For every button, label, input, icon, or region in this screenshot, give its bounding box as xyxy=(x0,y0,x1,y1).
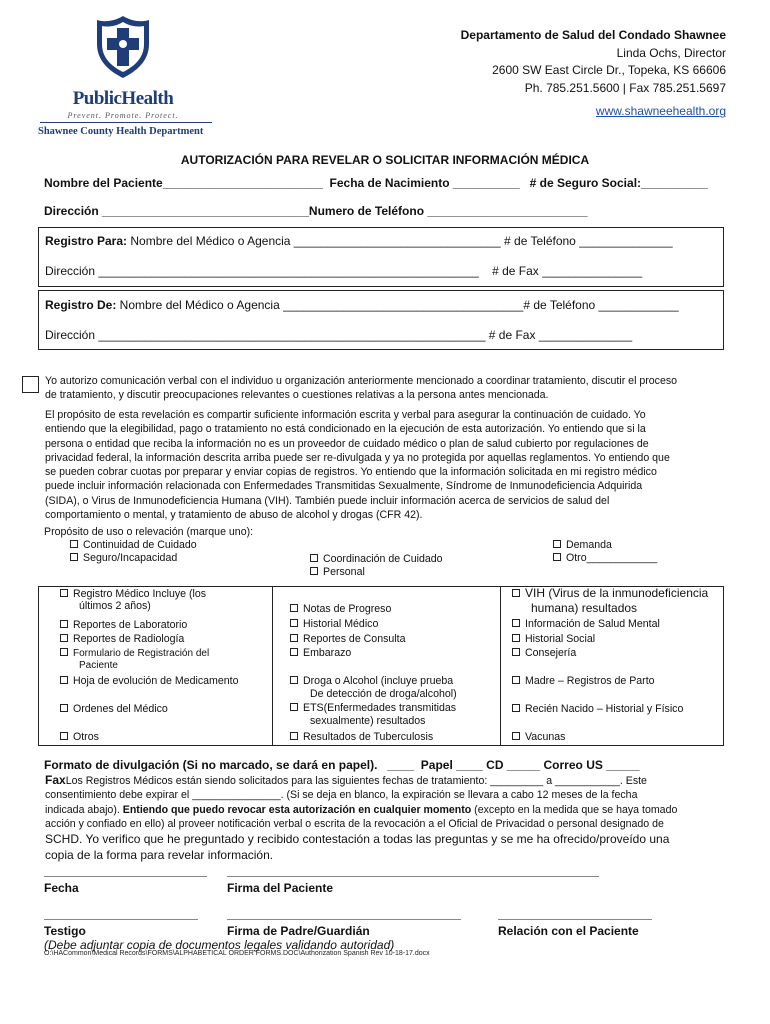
record-vacunas[interactable] xyxy=(512,731,565,744)
verbal-line-1: Yo autorizo comunicación verbal con el individuo u organización anteriormente mencionado a coordinar tratamiento, discutir el proceso xyxy=(45,375,678,387)
record-label: Vacunas xyxy=(525,731,566,743)
consent-text: (excepto en la medida que se haya tomado xyxy=(471,803,678,816)
checkbox[interactable] xyxy=(60,589,68,597)
checkbox[interactable] xyxy=(512,589,520,597)
record-label: Reportes de Radiología xyxy=(73,633,185,645)
phone-fax: Ph. 785.251.5600 | Fax 785.251.5697 xyxy=(524,80,726,95)
grid-divider xyxy=(500,586,501,746)
checkbox[interactable] xyxy=(553,540,561,548)
record-label-cont: humana) resultados xyxy=(531,601,638,615)
record-label-cont: Paciente xyxy=(79,660,118,671)
form-title: AUTORIZACIÓN PARA REVELAR O SOLICITAR INFORMACIÓN MÉDICA xyxy=(180,153,590,167)
address: 2600 SW East Circle Dr., Topeka, KS 66606 xyxy=(492,63,726,78)
record-otros[interactable] xyxy=(60,731,99,744)
logo-department: Shawnee County Health Department xyxy=(38,126,204,137)
record-madre[interactable] xyxy=(512,675,655,688)
record-notas[interactable] xyxy=(290,603,391,616)
relacion-label: Relación con el Paciente xyxy=(498,924,639,938)
fecha-label: Fecha xyxy=(44,881,79,895)
consent-line: SCHD. Yo verifico que he preguntado y recibido contestación a todas las preguntas y se me ha ofrecido/proveído una xyxy=(45,832,670,847)
registro-de-fields: Nombre del Médico o Agencia ____________________________________# de Teléfono ____________ xyxy=(116,298,679,312)
checkbox[interactable] xyxy=(290,604,298,612)
record-label: Información de Salud Mental xyxy=(525,618,660,630)
checkbox[interactable] xyxy=(553,553,561,561)
checkbox[interactable] xyxy=(60,732,68,740)
purpose-continuidad[interactable] xyxy=(70,539,197,552)
purpose-paragraph-line: puede incluir información relacionada con Enfermedades Transmitidas Sexualmente, Síndrome de Inmunodeficiencia Adquirida xyxy=(45,480,643,493)
purpose-paragraph-line: entiendo que la elegibilidad, pago o tratamiento no está condicionado en la ejecución de esta autorización. Yo entiendo que si la xyxy=(45,423,646,436)
checkbox[interactable] xyxy=(310,567,318,575)
record-registro-medico[interactable] xyxy=(60,588,206,601)
checkbox[interactable] xyxy=(60,634,68,642)
checkbox[interactable] xyxy=(60,620,68,628)
record-ets[interactable] xyxy=(290,702,456,715)
checkbox[interactable] xyxy=(70,553,78,561)
purpose-paragraph-line: (SIDA), o Virus de Inmunodeficiencia Humana (VIH). También puede incluir información acerca de servicios de salud del xyxy=(45,494,610,507)
checkbox[interactable] xyxy=(60,676,68,684)
checkbox[interactable] xyxy=(290,619,298,627)
checkbox[interactable] xyxy=(290,648,298,656)
record-consulta[interactable] xyxy=(290,633,405,646)
record-label: Otros xyxy=(73,731,99,743)
firma-padre-line[interactable] xyxy=(227,919,461,920)
record-tuberculosis[interactable] xyxy=(290,731,433,744)
purpose-paragraph xyxy=(45,408,730,522)
logo-tagline: Prevent. Promote. Protect. xyxy=(67,111,179,120)
consent-line: Los Registros Médicos están siendo solicitados para las siguientes fechas de tratamiento: _________ a ___________. Este xyxy=(65,775,647,787)
checkbox[interactable] xyxy=(512,619,520,627)
patient-row-2: Dirección _______________________________Numero de Teléfono ________________________ xyxy=(44,204,588,218)
record-label: Registro Médico Incluye (los xyxy=(73,588,207,600)
checkbox[interactable] xyxy=(290,732,298,740)
record-label: Droga o Alcohol (incluye prueba xyxy=(303,675,454,687)
consent-text: indicada abajo). xyxy=(45,803,123,816)
record-label: Reportes de Laboratorio xyxy=(73,619,188,631)
org-name: Departamento de Salud del Condado Shawnee xyxy=(460,28,726,42)
record-recien-nacido[interactable] xyxy=(512,703,683,716)
purpose-continuidad-label: Continuidad de Cuidado xyxy=(83,539,197,551)
purpose-personal-label: Personal xyxy=(323,566,365,578)
checkbox[interactable] xyxy=(310,554,318,562)
record-label-cont: sexualmente) resultados xyxy=(310,715,426,727)
purpose-coordinacion-label: Coordinación de Cuidado xyxy=(323,553,443,565)
purpose-paragraph-line: persona o entidad que reciba la información no es un proveedor de cuidado médico o plan de salud cubierto por regulaciones de xyxy=(45,437,649,450)
purpose-personal[interactable] xyxy=(310,566,365,579)
checkbox[interactable] xyxy=(512,732,520,740)
fecha-line[interactable] xyxy=(44,876,207,877)
checkbox[interactable] xyxy=(512,704,520,712)
testigo-label: Testigo xyxy=(44,924,86,938)
registro-para-line-1 xyxy=(45,234,673,248)
record-consejeria[interactable] xyxy=(512,647,576,660)
checkbox[interactable] xyxy=(290,703,298,711)
registro-de-line-2: Dirección __________________________________________________________ # de Fax ______________ xyxy=(45,328,633,342)
firma-paciente-label: Firma del Paciente xyxy=(227,881,334,895)
record-droga[interactable] xyxy=(290,675,453,688)
purpose-otro[interactable] xyxy=(553,552,657,565)
org-block xyxy=(461,27,726,121)
purpose-paragraph-line: El propósito de esta revelación es compartir suficiente información escrita y verbal para asegurar la continuación de cuidado. Yo xyxy=(45,409,646,421)
shield-cross-icon xyxy=(95,14,151,80)
checkbox[interactable] xyxy=(60,648,68,656)
record-ordenes[interactable] xyxy=(60,703,168,716)
record-label: Recién Nacido – Historial y Físico xyxy=(525,703,684,715)
verbal-line-2: de tratamiento, y discutir preocupaciones relevantes o cuestiones relativas a la persona antes mencionada. xyxy=(45,389,549,402)
record-label: ETS(Enfermedades transmitidas xyxy=(303,702,457,714)
checkbox[interactable] xyxy=(512,676,520,684)
record-laboratorio[interactable] xyxy=(60,619,187,632)
purpose-demanda[interactable] xyxy=(553,539,612,552)
legal-docs-note: (Debe adjuntar copia de documentos legales validando autoridad) xyxy=(44,938,395,952)
registro-de-label: Registro De: xyxy=(45,298,117,312)
record-label: Historial Médico xyxy=(303,618,379,630)
purpose-otro-label: Otro____________ xyxy=(566,552,658,564)
firma-paciente-line[interactable] xyxy=(227,876,599,877)
director: Linda Ochs, Director xyxy=(616,45,726,60)
consent-paragraph xyxy=(45,773,730,863)
record-label-cont: últimos 2 años) xyxy=(79,600,151,612)
registro-para-fields: Nombre del Médico o Agencia _______________________________ # de Teléfono ______________ xyxy=(127,234,673,248)
patient-row-1: Nombre del Paciente________________________ Fecha de Nacimiento __________ # de Seguro Social:__________ xyxy=(44,176,708,190)
checkbox[interactable] xyxy=(60,704,68,712)
purpose-demanda-label: Demanda xyxy=(566,539,612,551)
grid-divider xyxy=(272,586,273,746)
fax-label: Fax xyxy=(45,773,66,787)
purpose-paragraph-line: privacidad federal, la información descrita arriba puede ser re-divulgada y ya no protegida por aquellas reglamentos. Yo entiendo que xyxy=(45,451,670,464)
purpose-coordinacion[interactable] xyxy=(310,553,443,566)
purpose-paragraph-line: se pueden cobrar cuotas por preparar y enviar copias de registros. Yo entiendo que la información solicitada en mi registro médico xyxy=(45,466,657,479)
record-label: Historial Social xyxy=(525,633,596,645)
record-label: Reportes de Consulta xyxy=(303,633,406,645)
record-label-cont: De detección de droga/alcohol) xyxy=(310,688,457,700)
consent-line: consentimiento debe expirar el _______________. (Si se deja en blanco, la expiración se llevara a cabo 12 meses de la fecha xyxy=(45,789,638,802)
record-hoja[interactable] xyxy=(60,675,238,688)
file-path-footer: O:\HACommon\Medical Records\FORMS\ALPHABETICAL ORDER FORMS.DOC\Authorization Spanish Rev 10-18-17.docx xyxy=(44,950,430,957)
testigo-line[interactable] xyxy=(44,919,198,920)
record-label: Notas de Progreso xyxy=(303,603,392,615)
firma-padre-label: Firma de Padre/Guardián xyxy=(227,924,370,938)
record-label: Resultados de Tuberculosis xyxy=(303,731,434,743)
record-label: Madre – Registros de Parto xyxy=(525,675,655,687)
verbal-authorization-text xyxy=(45,374,730,403)
consent-line: copia de la forma para revelar información. xyxy=(45,848,274,863)
registro-de-line-1 xyxy=(45,298,679,312)
record-formulario[interactable] xyxy=(60,648,209,661)
logo-rule xyxy=(40,122,212,123)
purpose-seguro-label: Seguro/Incapacidad xyxy=(83,552,178,564)
record-embarazo[interactable] xyxy=(290,647,351,660)
checkbox[interactable] xyxy=(70,540,78,548)
logo-name: PublicHealth xyxy=(72,88,174,109)
record-label: Consejería xyxy=(525,647,577,659)
record-vih[interactable] xyxy=(512,587,708,600)
checkbox[interactable] xyxy=(512,648,520,656)
record-historial-social[interactable] xyxy=(512,633,595,646)
checkbox[interactable] xyxy=(512,634,520,642)
purpose-seguro[interactable] xyxy=(70,552,177,565)
record-radiologia[interactable] xyxy=(60,633,184,646)
registro-para-label: Registro Para: xyxy=(45,234,128,248)
registro-para-line-2: Dirección _________________________________________________________ # de Fax _______________ xyxy=(45,264,643,278)
checkbox[interactable] xyxy=(290,676,298,684)
health-logo xyxy=(38,14,218,138)
checkbox[interactable] xyxy=(290,634,298,642)
record-label: Ordenes del Médico xyxy=(73,703,168,715)
record-historial-medico[interactable] xyxy=(290,618,378,631)
record-label: Embarazo xyxy=(303,647,352,659)
record-label: VIH (Virus de la inmunodeficiencia xyxy=(525,586,709,600)
record-label: Formulario de Registración del xyxy=(73,648,210,659)
website-link[interactable]: www.shawneehealth.org xyxy=(595,104,726,119)
consent-line: acción y confiado en ello) al proveer notificación verbal o escrita de la revocación a el Oficial de Privacidad o personal designado de xyxy=(45,817,664,830)
record-label: Hoja de evolución de Medicamento xyxy=(73,675,239,687)
verbal-authorization-checkbox[interactable] xyxy=(22,376,39,393)
purpose-paragraph-line: comportamiento o mental, y tratamiento de abuso de alcohol y drogas (CFR 42). xyxy=(45,509,423,522)
relacion-line[interactable] xyxy=(498,919,652,920)
format-line: Formato de divulgación (Si no marcado, se dará en papel). ____ Papel ____ CD _____ Correo US _____ xyxy=(44,758,640,772)
revoke-statement: Entiendo que puedo revocar esta autorización en cualquier momento xyxy=(122,803,472,816)
record-salud-mental[interactable] xyxy=(512,618,660,631)
purpose-heading: Propósito de uso o relevación (marque uno): xyxy=(44,526,254,538)
